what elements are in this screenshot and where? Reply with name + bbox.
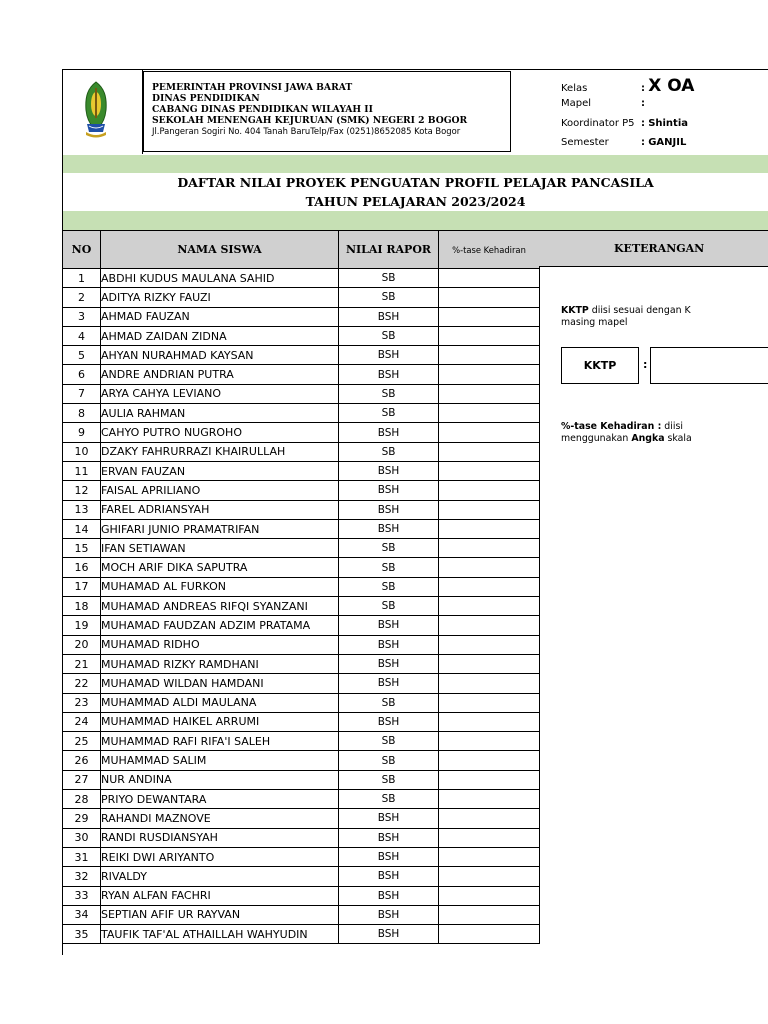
row-kehadiran[interactable] — [439, 886, 540, 905]
row-no: 29 — [63, 809, 101, 828]
green-band-bottom — [63, 211, 768, 230]
row-kehadiran[interactable] — [439, 558, 540, 577]
header-kehadiran: %-tase Kehadiran — [439, 231, 540, 269]
mapel-label: Mapel — [561, 98, 592, 109]
table-row — [63, 558, 540, 577]
row-no: 16 — [63, 558, 101, 577]
row-kehadiran[interactable] — [439, 500, 540, 519]
table-row — [63, 751, 540, 770]
table-row — [63, 828, 540, 847]
row-no: 35 — [63, 925, 101, 944]
row-nama: REIKI DWI ARIYANTO — [101, 847, 339, 866]
row-nilai: SB — [339, 732, 439, 751]
row-nama: MUHAMMAD RAFI RIFA'I SALEH — [101, 732, 339, 751]
row-nilai: BSH — [339, 847, 439, 866]
row-nama: RYAN ALFAN FACHRI — [101, 886, 339, 905]
row-no: 27 — [63, 770, 101, 789]
school-address: Jl.Pangeran Sogiri No. 404 Tanah BaruTelp/Fax (0251)8652085 Kota Bogor — [152, 126, 461, 136]
row-kehadiran[interactable] — [439, 674, 540, 693]
table-row — [63, 365, 540, 384]
row-kehadiran[interactable] — [439, 770, 540, 789]
row-no: 33 — [63, 886, 101, 905]
row-no: 14 — [63, 519, 101, 538]
row-kehadiran[interactable] — [439, 326, 540, 345]
row-nilai: BSH — [339, 925, 439, 944]
table-row — [63, 423, 540, 442]
row-nilai: BSH — [339, 481, 439, 500]
row-no: 12 — [63, 481, 101, 500]
row-kehadiran[interactable] — [439, 346, 540, 365]
row-nilai: BSH — [339, 500, 439, 519]
row-no: 3 — [63, 307, 101, 326]
row-nama: RAHANDI MAZNOVE — [101, 809, 339, 828]
table-row — [63, 886, 540, 905]
row-kehadiran[interactable] — [439, 693, 540, 712]
row-no: 5 — [63, 346, 101, 365]
row-no: 4 — [63, 326, 101, 345]
row-kehadiran[interactable] — [439, 288, 540, 307]
semester-value: GANJIL — [648, 137, 687, 148]
row-nama: FAREL ADRIANSYAH — [101, 500, 339, 519]
row-no: 25 — [63, 732, 101, 751]
row-nama: GHIFARI JUNIO PRAMATRIFAN — [101, 519, 339, 538]
row-kehadiran[interactable] — [439, 616, 540, 635]
gov-line: CABANG DINAS PENDIDIKAN WILAYAH II — [152, 104, 373, 115]
kktp-value-cell[interactable] — [650, 347, 768, 384]
row-nilai: BSH — [339, 674, 439, 693]
table-row — [63, 597, 540, 616]
row-nilai: BSH — [339, 828, 439, 847]
row-kehadiran[interactable] — [439, 809, 540, 828]
row-kehadiran[interactable] — [439, 423, 540, 442]
row-nilai: BSH — [339, 519, 439, 538]
row-kehadiran[interactable] — [439, 481, 540, 500]
kehadiran-text-2b: skala — [664, 433, 692, 444]
table-row — [63, 269, 540, 288]
row-nama: DZAKY FAHRURRAZI KHAIRULLAH — [101, 442, 339, 461]
table-row — [63, 712, 540, 731]
row-nama: MOCH ARIF DIKA SAPUTRA — [101, 558, 339, 577]
kktp-text: diisi sesuai dengan K — [588, 305, 691, 316]
row-kehadiran[interactable] — [439, 828, 540, 847]
row-nama: ERVAN FAUZAN — [101, 461, 339, 480]
row-nama: ADITYA RIZKY FAUZI — [101, 288, 339, 307]
row-nama: ARYA CAHYA LEVIANO — [101, 384, 339, 403]
row-nama: NUR ANDINA — [101, 770, 339, 789]
gov-line: SEKOLAH MENENGAH KEJURUAN (SMK) NEGERI 2 BOGOR — [152, 115, 468, 126]
government-header — [143, 71, 511, 152]
west-java-emblem-icon — [83, 80, 109, 140]
table-row — [63, 867, 540, 886]
info-mapel — [561, 98, 645, 109]
grade-table — [62, 230, 540, 944]
table-row — [63, 732, 540, 751]
row-nilai: SB — [339, 442, 439, 461]
row-nilai: SB — [339, 558, 439, 577]
row-no: 22 — [63, 674, 101, 693]
row-no: 18 — [63, 597, 101, 616]
colon: : — [641, 98, 645, 109]
row-nilai: BSH — [339, 365, 439, 384]
row-nilai: BSH — [339, 905, 439, 924]
row-kehadiran[interactable] — [439, 577, 540, 596]
kehadiran-term-2: Angka — [631, 433, 665, 444]
header-no: NO — [63, 231, 101, 269]
table-row — [63, 905, 540, 924]
kktp-label-box: KKTP — [561, 347, 639, 384]
row-nama: MUHAMAD WILDAN HAMDANI — [101, 674, 339, 693]
table-row — [63, 500, 540, 519]
row-no: 1 — [63, 269, 101, 288]
row-nama: AHMAD FAUZAN — [101, 307, 339, 326]
row-nama: MUHAMMAD ALDI MAULANA — [101, 693, 339, 712]
kktp-term: KKTP — [561, 305, 589, 316]
row-nilai: BSH — [339, 886, 439, 905]
row-nama: MUHAMAD AL FURKON — [101, 577, 339, 596]
row-nilai: SB — [339, 288, 439, 307]
row-no: 17 — [63, 577, 101, 596]
row-nama: MUHAMMAD HAIKEL ARRUMI — [101, 712, 339, 731]
table-row — [63, 519, 540, 538]
table-row — [63, 384, 540, 403]
row-no: 32 — [63, 867, 101, 886]
row-nilai: SB — [339, 597, 439, 616]
colon: : — [641, 137, 645, 148]
table-row — [63, 693, 540, 712]
row-nilai: SB — [339, 384, 439, 403]
row-kehadiran[interactable] — [439, 751, 540, 770]
row-kehadiran[interactable] — [439, 635, 540, 654]
row-kehadiran[interactable] — [439, 404, 540, 423]
row-nama: IFAN SETIAWAN — [101, 539, 339, 558]
table-row — [63, 539, 540, 558]
row-no: 28 — [63, 790, 101, 809]
row-nama: MUHAMAD ANDREAS RIFQI SYANZANI — [101, 597, 339, 616]
table-row — [63, 654, 540, 673]
document-title — [63, 173, 768, 210]
row-no: 31 — [63, 847, 101, 866]
row-nama: RIVALDY — [101, 867, 339, 886]
row-kehadiran[interactable] — [439, 519, 540, 538]
green-band-top — [63, 155, 768, 173]
table-row — [63, 925, 540, 944]
kktp-colon: : — [643, 358, 648, 371]
header-keterangan: KETERANGAN — [539, 230, 768, 267]
row-kehadiran[interactable] — [439, 461, 540, 480]
kehadiran-text: diisi — [661, 421, 683, 432]
row-nama: RANDI RUSDIANSYAH — [101, 828, 339, 847]
table-row — [63, 404, 540, 423]
row-nama: FAISAL APRILIANO — [101, 481, 339, 500]
row-nama: MUHAMMAD SALIM — [101, 751, 339, 770]
row-nilai: BSH — [339, 423, 439, 442]
row-no: 10 — [63, 442, 101, 461]
row-no: 9 — [63, 423, 101, 442]
row-nilai: SB — [339, 693, 439, 712]
table-row — [63, 770, 540, 789]
header-nilai: NILAI RAPOR — [339, 231, 439, 269]
table-row — [63, 442, 540, 461]
kehadiran-note — [561, 421, 768, 445]
row-nama: AHMAD ZAIDAN ZIDNA — [101, 326, 339, 345]
row-nilai: BSH — [339, 346, 439, 365]
row-nilai: BSH — [339, 712, 439, 731]
info-semester — [561, 137, 686, 148]
row-nilai: SB — [339, 790, 439, 809]
row-nilai: SB — [339, 269, 439, 288]
row-nilai: BSH — [339, 654, 439, 673]
row-no: 2 — [63, 288, 101, 307]
kehadiran-term: %-tase Kehadiran : — [561, 421, 662, 432]
row-kehadiran[interactable] — [439, 925, 540, 944]
kktp-note — [561, 305, 768, 329]
table-header-row — [63, 231, 540, 269]
row-nilai: SB — [339, 577, 439, 596]
row-nama: SEPTIAN AFIF UR RAYVAN — [101, 905, 339, 924]
row-no: 19 — [63, 616, 101, 635]
row-no: 7 — [63, 384, 101, 403]
table-row — [63, 307, 540, 326]
table-row — [63, 326, 540, 345]
row-no: 34 — [63, 905, 101, 924]
row-no: 23 — [63, 693, 101, 712]
table-row — [63, 809, 540, 828]
row-kehadiran[interactable] — [439, 597, 540, 616]
border-top — [62, 69, 768, 70]
row-no: 6 — [63, 365, 101, 384]
row-kehadiran[interactable] — [439, 790, 540, 809]
table-row — [63, 635, 540, 654]
row-nilai: SB — [339, 751, 439, 770]
info-kelas — [561, 76, 694, 96]
row-nama: ABDHI KUDUS MAULANA SAHID — [101, 269, 339, 288]
gov-line: DINAS PENDIDIKAN — [152, 93, 260, 104]
row-kehadiran[interactable] — [439, 905, 540, 924]
row-kehadiran[interactable] — [439, 847, 540, 866]
row-nilai: BSH — [339, 461, 439, 480]
row-nama: AHYAN NURAHMAD KAYSAN — [101, 346, 339, 365]
row-no: 24 — [63, 712, 101, 731]
table-row — [63, 790, 540, 809]
row-nilai: BSH — [339, 809, 439, 828]
row-nama: MUHAMAD RIDHO — [101, 635, 339, 654]
table-row — [63, 461, 540, 480]
row-kehadiran[interactable] — [439, 654, 540, 673]
row-kehadiran[interactable] — [439, 539, 540, 558]
row-kehadiran[interactable] — [439, 712, 540, 731]
table-row — [63, 847, 540, 866]
row-nama: TAUFIK TAF'AL ATHAILLAH WAHYUDIN — [101, 925, 339, 944]
row-no: 30 — [63, 828, 101, 847]
semester-label: Semester — [561, 137, 609, 148]
row-no: 8 — [63, 404, 101, 423]
row-kehadiran[interactable] — [439, 867, 540, 886]
row-no: 20 — [63, 635, 101, 654]
kehadiran-text-2a: menggunakan — [561, 433, 632, 444]
row-nama: PRIYO DEWANTARA — [101, 790, 339, 809]
row-no: 13 — [63, 500, 101, 519]
table-row — [63, 674, 540, 693]
row-nama: ANDRE ANDRIAN PUTRA — [101, 365, 339, 384]
row-nilai: SB — [339, 770, 439, 789]
row-nilai: SB — [339, 326, 439, 345]
info-koordinator — [561, 118, 688, 129]
row-nilai: BSH — [339, 635, 439, 654]
row-kehadiran[interactable] — [439, 307, 540, 326]
row-kehadiran[interactable] — [439, 384, 540, 403]
koordinator-value: Shintia — [648, 118, 689, 129]
row-no: 11 — [63, 461, 101, 480]
row-no: 21 — [63, 654, 101, 673]
kktp-text-2: masing mapel — [561, 317, 628, 328]
row-nilai: SB — [339, 539, 439, 558]
row-kehadiran[interactable] — [439, 732, 540, 751]
row-nilai: BSH — [339, 307, 439, 326]
row-no: 15 — [63, 539, 101, 558]
colon: : — [641, 118, 645, 129]
table-row — [63, 346, 540, 365]
kelas-label: Kelas — [561, 83, 588, 94]
row-nama: MUHAMAD RIZKY RAMDHANI — [101, 654, 339, 673]
title-line-1: DAFTAR NILAI PROYEK PENGUATAN PROFIL PELAJAR PANCASILA — [177, 175, 654, 190]
table-row — [63, 481, 540, 500]
row-nama: MUHAMAD FAUDZAN ADZIM PRATAMA — [101, 616, 339, 635]
row-nama: AULIA RAHMAN — [101, 404, 339, 423]
table-row — [63, 616, 540, 635]
header-nama: NAMA SISWA — [101, 231, 339, 269]
title-line-2: TAHUN PELAJARAN 2023/2024 — [305, 194, 526, 209]
row-kehadiran[interactable] — [439, 365, 540, 384]
gov-line: PEMERINTAH PROVINSI JAWA BARAT — [152, 82, 353, 93]
table-row — [63, 577, 540, 596]
row-nilai: BSH — [339, 616, 439, 635]
row-nilai: SB — [339, 404, 439, 423]
row-nilai: BSH — [339, 867, 439, 886]
kelas-value: X OA — [648, 76, 695, 96]
row-kehadiran[interactable] — [439, 442, 540, 461]
table-row — [63, 288, 540, 307]
row-no: 26 — [63, 751, 101, 770]
row-nama: CAHYO PUTRO NUGROHO — [101, 423, 339, 442]
row-kehadiran[interactable] — [439, 269, 540, 288]
koordinator-label: Koordinator P5 — [561, 118, 635, 129]
colon: : — [641, 83, 645, 94]
